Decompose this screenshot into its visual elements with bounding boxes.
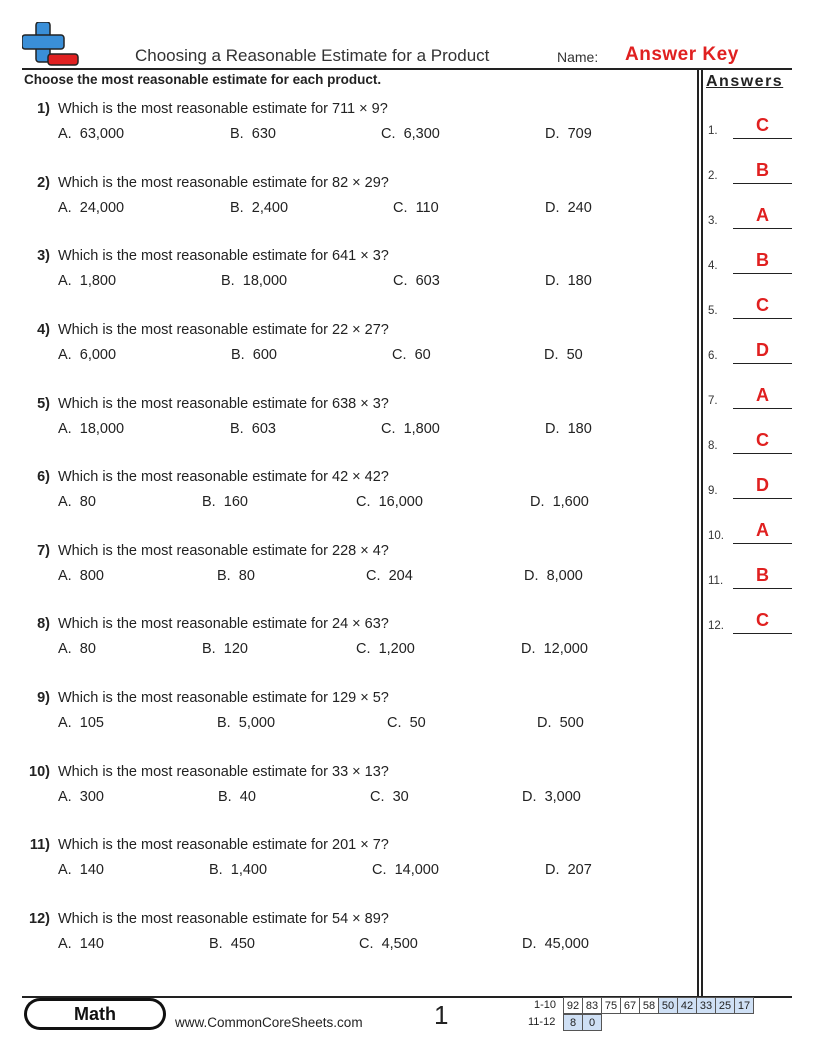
option-value: 160: [223, 494, 248, 510]
answer-option: [58, 421, 124, 437]
answer-row: [708, 610, 792, 634]
answer-option: [359, 936, 418, 952]
answer-option: [387, 715, 426, 731]
answer-option: [58, 568, 104, 584]
question-item: [22, 764, 694, 814]
question-item: [22, 248, 694, 298]
answer-number: 7.: [708, 395, 718, 407]
option-value: 40: [239, 789, 256, 805]
answer-blank-line: [733, 273, 792, 274]
answer-option: [392, 347, 431, 363]
option-value: 603: [415, 273, 440, 289]
option-letter: C.: [372, 862, 387, 878]
option-letter: B.: [209, 936, 223, 952]
website-link[interactable]: www.CommonCoreSheets.com: [175, 1015, 363, 1030]
option-letter: A.: [58, 494, 72, 510]
page-number: 1: [434, 1000, 449, 1030]
question-number: 7): [37, 543, 50, 559]
option-letter: B.: [230, 200, 244, 216]
answer-number: 11.: [708, 575, 724, 587]
answer-option: [545, 421, 592, 437]
score-cell: 58: [640, 998, 659, 1014]
answer-option: [522, 789, 581, 805]
answer-row: [708, 160, 792, 184]
option-letter: B.: [209, 862, 223, 878]
question-item: [22, 101, 694, 151]
answer-option: [356, 494, 423, 510]
score-cell: 50: [659, 998, 678, 1014]
question-number: 4): [37, 322, 50, 338]
option-letter: D.: [545, 200, 560, 216]
answer-blank-line: [733, 363, 792, 364]
answer-option: [366, 568, 413, 584]
answer-option: [381, 126, 440, 142]
question-number: 9): [37, 690, 50, 706]
option-value: 3,000: [544, 789, 581, 805]
option-value: 180: [567, 273, 592, 289]
option-letter: D.: [521, 641, 536, 657]
answer-number: 6.: [708, 350, 718, 362]
option-letter: B.: [217, 715, 231, 731]
answer-row: [708, 205, 792, 229]
option-value: 240: [567, 200, 592, 216]
question-text: Which is the most reasonable estimate for 22 × 27?: [58, 322, 389, 338]
question-item: [22, 911, 694, 961]
question-number: 3): [37, 248, 50, 264]
answer-option: [545, 200, 592, 216]
option-value: 50: [566, 347, 583, 363]
answer-option: [393, 200, 439, 216]
score-cell: 8: [564, 1015, 583, 1031]
answer-option: [537, 715, 584, 731]
answer-blank-line: [733, 633, 792, 634]
option-value: 80: [79, 641, 96, 657]
answer-option: [230, 200, 288, 216]
option-letter: D.: [545, 126, 560, 142]
option-value: 1,600: [552, 494, 589, 510]
option-letter: D.: [530, 494, 545, 510]
question-item: [22, 469, 694, 519]
answer-blank-line: [733, 183, 792, 184]
option-value: 1,400: [230, 862, 268, 878]
answer-row: [708, 430, 792, 454]
question-number: 8): [37, 616, 50, 632]
question-number: 1): [37, 101, 50, 117]
question-text: Which is the most reasonable estimate for 82 × 29?: [58, 175, 389, 191]
question-item: [22, 396, 694, 446]
option-letter: A.: [58, 347, 72, 363]
option-letter: D.: [522, 789, 537, 805]
option-letter: D.: [545, 862, 560, 878]
answer-option: [217, 715, 275, 731]
score-cell: 67: [621, 998, 640, 1014]
option-letter: A.: [58, 568, 72, 584]
question-item: [22, 690, 694, 740]
header-divider: [22, 68, 792, 70]
answer-row: [708, 385, 792, 409]
answer-row: [708, 250, 792, 274]
score-row-label: 11-12: [528, 1016, 556, 1028]
answer-option: [202, 641, 248, 657]
option-value: 12,000: [543, 641, 588, 657]
answer-option: [58, 789, 104, 805]
answer-number: 12.: [708, 620, 724, 632]
question-number: 10): [29, 764, 50, 780]
question-number: 6): [37, 469, 50, 485]
answer-option: [530, 494, 589, 510]
option-value: 45,000: [544, 936, 589, 952]
answer-number: 2.: [708, 170, 718, 182]
option-value: 80: [238, 568, 255, 584]
option-letter: B.: [231, 347, 245, 363]
option-value: 140: [79, 862, 104, 878]
question-text: Which is the most reasonable estimate for 638 × 3?: [58, 396, 389, 412]
option-value: 8,000: [546, 568, 583, 584]
answer-option: [209, 936, 255, 952]
option-letter: C.: [356, 494, 371, 510]
option-letter: C.: [356, 641, 371, 657]
answer-row: [708, 565, 792, 589]
option-value: 50: [409, 715, 426, 731]
answers-column-divider-inner: [701, 68, 703, 997]
option-value: 6,300: [403, 126, 440, 142]
answer-option: [58, 862, 104, 878]
answer-letter: A: [756, 385, 769, 405]
answer-option: [58, 347, 116, 363]
answer-option: [370, 789, 409, 805]
question-text: Which is the most reasonable estimate for 54 × 89?: [58, 911, 389, 927]
option-letter: C.: [366, 568, 381, 584]
instructions: Choose the most reasonable estimate for each product.: [24, 72, 382, 87]
answer-option: [522, 936, 589, 952]
answer-letter: B: [756, 160, 769, 180]
answer-option: [221, 273, 287, 289]
score-row: [563, 1014, 602, 1031]
answer-number: 5.: [708, 305, 718, 317]
option-letter: B.: [218, 789, 232, 805]
option-letter: D.: [537, 715, 552, 731]
option-value: 1,800: [403, 421, 440, 437]
score-row-label: 1-10: [534, 999, 557, 1011]
answer-option: [58, 936, 104, 952]
option-letter: A.: [58, 789, 72, 805]
question-text: Which is the most reasonable estimate for 129 × 5?: [58, 690, 389, 706]
option-letter: A.: [58, 862, 72, 878]
option-value: 16,000: [378, 494, 423, 510]
option-value: 24,000: [79, 200, 125, 216]
answer-number: 10.: [708, 530, 724, 542]
name-label: Name:: [557, 49, 599, 65]
option-value: 140: [79, 936, 104, 952]
question-text: Which is the most reasonable estimate for 711 × 9?: [58, 101, 388, 117]
option-value: 105: [79, 715, 104, 731]
answer-option: [58, 715, 104, 731]
score-cell: 83: [583, 998, 602, 1014]
answer-row: [708, 475, 792, 499]
answer-option: [58, 126, 124, 142]
option-letter: B.: [202, 641, 216, 657]
option-letter: C.: [387, 715, 402, 731]
answer-option: [209, 862, 267, 878]
option-value: 4,500: [381, 936, 418, 952]
option-value: 18,000: [242, 273, 288, 289]
answer-option: [524, 568, 583, 584]
subject-label: Math: [27, 1001, 163, 1027]
answer-option: [58, 641, 96, 657]
answer-option: [217, 568, 255, 584]
answers-column-divider: [697, 68, 699, 997]
question-item: [22, 175, 694, 225]
question-item: [22, 543, 694, 593]
option-letter: C.: [381, 126, 396, 142]
option-letter: C.: [381, 421, 396, 437]
answer-blank-line: [733, 318, 792, 319]
score-cell: 92: [564, 998, 583, 1014]
option-letter: A.: [58, 421, 72, 437]
question-number: 2): [37, 175, 50, 191]
question-item: [22, 837, 694, 887]
question-text: Which is the most reasonable estimate for 33 × 13?: [58, 764, 389, 780]
worksheet-title: Choosing a Reasonable Estimate for a Product: [135, 46, 490, 65]
question-item: [22, 322, 694, 372]
option-value: 800: [79, 568, 104, 584]
plus-minus-logo-icon: [22, 22, 80, 68]
question-text: Which is the most reasonable estimate for 42 × 42?: [58, 469, 389, 485]
option-value: 110: [415, 200, 439, 216]
answer-letter: C: [756, 115, 769, 135]
answer-letter: C: [756, 430, 769, 450]
option-value: 180: [567, 421, 592, 437]
option-letter: A.: [58, 715, 72, 731]
answer-key-label: Answer Key: [625, 44, 739, 65]
answer-number: 3.: [708, 215, 718, 227]
option-value: 120: [223, 641, 248, 657]
score-cell: 33: [697, 998, 716, 1014]
option-letter: A.: [58, 273, 72, 289]
answer-option: [58, 200, 124, 216]
option-letter: A.: [58, 126, 72, 142]
option-letter: C.: [359, 936, 374, 952]
option-value: 18,000: [79, 421, 125, 437]
answer-blank-line: [733, 138, 792, 139]
question-number: 12): [29, 911, 50, 927]
answer-row: [708, 295, 792, 319]
answer-letter: B: [756, 565, 769, 585]
option-letter: A.: [58, 200, 72, 216]
answer-option: [202, 494, 248, 510]
option-value: 1,800: [79, 273, 117, 289]
option-letter: C.: [370, 789, 385, 805]
option-letter: C.: [393, 200, 408, 216]
answer-letter: A: [756, 520, 769, 540]
answer-letter: B: [756, 250, 769, 270]
answer-number: 8.: [708, 440, 718, 452]
question-text: Which is the most reasonable estimate for 228 × 4?: [58, 543, 389, 559]
answer-blank-line: [733, 543, 792, 544]
answer-letter: C: [756, 610, 769, 630]
answer-blank-line: [733, 588, 792, 589]
answer-option: [381, 421, 440, 437]
answer-number: 1.: [708, 125, 718, 137]
score-cell: 17: [735, 998, 754, 1014]
option-value: 204: [388, 568, 413, 584]
answer-option: [372, 862, 439, 878]
answer-blank-line: [733, 498, 792, 499]
option-value: 603: [251, 421, 276, 437]
answer-letter: D: [756, 340, 769, 360]
option-value: 63,000: [79, 126, 125, 142]
answer-row: [708, 340, 792, 364]
score-cell: 75: [602, 998, 621, 1014]
answer-blank-line: [733, 453, 792, 454]
answer-option: [544, 347, 583, 363]
answer-option: [545, 273, 592, 289]
option-value: 300: [79, 789, 104, 805]
option-value: 5,000: [238, 715, 276, 731]
option-value: 80: [79, 494, 96, 510]
option-letter: D.: [522, 936, 537, 952]
option-letter: D.: [524, 568, 539, 584]
option-value: 30: [392, 789, 409, 805]
answer-letter: A: [756, 205, 769, 225]
answer-blank-line: [733, 408, 792, 409]
answer-option: [58, 273, 116, 289]
answer-option: [393, 273, 440, 289]
answer-blank-line: [733, 228, 792, 229]
question-text: Which is the most reasonable estimate for 201 × 7?: [58, 837, 389, 853]
option-letter: D.: [545, 273, 560, 289]
subject-badge: [24, 998, 166, 1030]
option-letter: C.: [393, 273, 408, 289]
answer-option: [356, 641, 415, 657]
answer-option: [58, 494, 96, 510]
answer-row: [708, 115, 792, 139]
option-letter: B.: [230, 126, 244, 142]
question-number: 5): [37, 396, 50, 412]
option-value: 630: [251, 126, 276, 142]
answer-number: 4.: [708, 260, 718, 272]
option-value: 60: [414, 347, 431, 363]
option-value: 500: [559, 715, 584, 731]
answer-letter: C: [756, 295, 769, 315]
option-value: 207: [567, 862, 592, 878]
answer-option: [230, 126, 276, 142]
answer-option: [545, 862, 592, 878]
option-letter: B.: [217, 568, 231, 584]
question-number: 11): [29, 837, 50, 853]
answer-option: [521, 641, 588, 657]
score-cell: 25: [716, 998, 735, 1014]
score-row: [563, 997, 754, 1014]
option-letter: D.: [545, 421, 560, 437]
option-letter: A.: [58, 936, 72, 952]
option-letter: D.: [544, 347, 559, 363]
question-text: Which is the most reasonable estimate for 24 × 63?: [58, 616, 389, 632]
option-letter: A.: [58, 641, 72, 657]
option-value: 709: [567, 126, 592, 142]
option-letter: B.: [202, 494, 216, 510]
option-letter: C.: [392, 347, 407, 363]
question-text: Which is the most reasonable estimate for 641 × 3?: [58, 248, 389, 264]
answer-row: [708, 520, 792, 544]
option-letter: B.: [221, 273, 235, 289]
answer-option: [545, 126, 592, 142]
answer-letter: D: [756, 475, 769, 495]
option-value: 1,200: [378, 641, 415, 657]
option-value: 6,000: [79, 347, 117, 363]
answer-option: [231, 347, 277, 363]
option-value: 14,000: [394, 862, 439, 878]
answer-number: 9.: [708, 485, 718, 497]
option-value: 2,400: [251, 200, 289, 216]
option-letter: B.: [230, 421, 244, 437]
score-cell: 42: [678, 998, 697, 1014]
answer-option: [230, 421, 276, 437]
option-value: 600: [252, 347, 277, 363]
question-item: [22, 616, 694, 666]
answers-title: Answers: [706, 73, 784, 90]
score-cell: 0: [583, 1015, 602, 1031]
answer-option: [218, 789, 256, 805]
option-value: 450: [230, 936, 255, 952]
